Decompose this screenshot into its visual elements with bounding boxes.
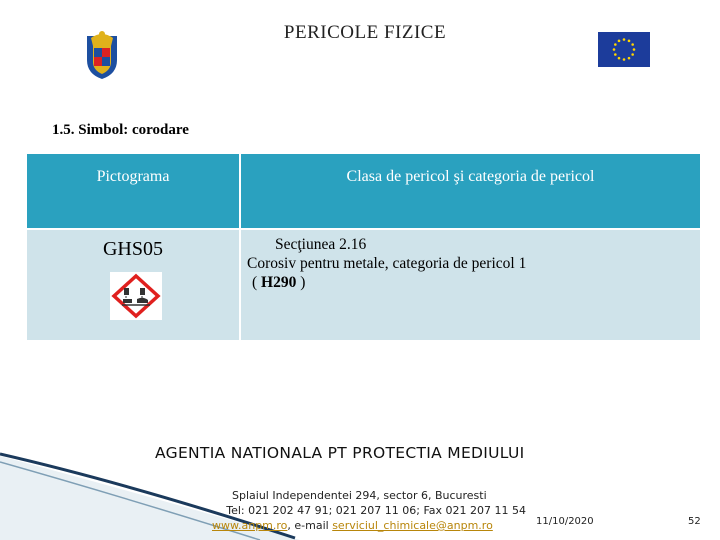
hazard-class-cell [241, 230, 700, 340]
eu-star-icon [628, 57, 631, 60]
agency-contact [212, 519, 493, 532]
email-label: , e-mail [287, 519, 333, 532]
eu-star-icon [613, 48, 616, 51]
hazard-statement-prefix: ( [252, 274, 262, 291]
pictogram-code: GHS05 [102, 238, 163, 260]
hazard-statement-line [252, 273, 305, 292]
eu-star-icon [614, 53, 617, 56]
pictogram-cell [27, 230, 239, 340]
page-number: 52 [688, 516, 701, 527]
eu-star-icon [631, 53, 634, 56]
hazard-statement-code: H290 [261, 274, 297, 291]
email-link[interactable]: serviciul_chimicale@anpm.ro [332, 519, 493, 532]
eu-star-icon [628, 40, 631, 43]
eu-star-icon [623, 38, 626, 41]
slide-date: 11/10/2020 [536, 516, 594, 527]
agency-name: AGENTIA NATIONALA PT PROTECTIA MEDIULUI [155, 444, 525, 462]
hazard-statement-suffix: ) [296, 274, 306, 291]
page-title: PERICOLE FIZICE [283, 22, 447, 43]
agency-address: Splaiul Independentei 294, sector 6, Bucuresti [232, 489, 487, 502]
column-header-pictogram: Pictograma [27, 154, 239, 228]
hazard-table [27, 154, 700, 340]
hazard-description-line: Corosiv pentru metale, categoria de pericol 1 [247, 255, 527, 272]
agency-phone: Tel: 021 202 47 91; 021 207 11 06; Fax 021 207 11 54 [226, 504, 526, 517]
eu-star-icon [633, 48, 636, 51]
coat-of-arms-logo [83, 28, 121, 80]
eu-star-icon [618, 40, 621, 43]
eu-star-icon [631, 43, 634, 46]
section-heading: 1.5. Simbol: corodare [52, 122, 189, 138]
eu-flag-logo [598, 32, 650, 67]
column-header-hazard-class: Clasa de pericol şi categoria de pericol [241, 154, 700, 228]
corrosion-pictogram-icon [110, 272, 162, 320]
eu-star-icon [623, 58, 626, 61]
eu-star-icon [614, 43, 617, 46]
website-link[interactable]: www.anpm.ro [212, 519, 288, 532]
eu-star-icon [618, 57, 621, 60]
hazard-section-line: Secţiunea 2.16 [275, 236, 367, 253]
